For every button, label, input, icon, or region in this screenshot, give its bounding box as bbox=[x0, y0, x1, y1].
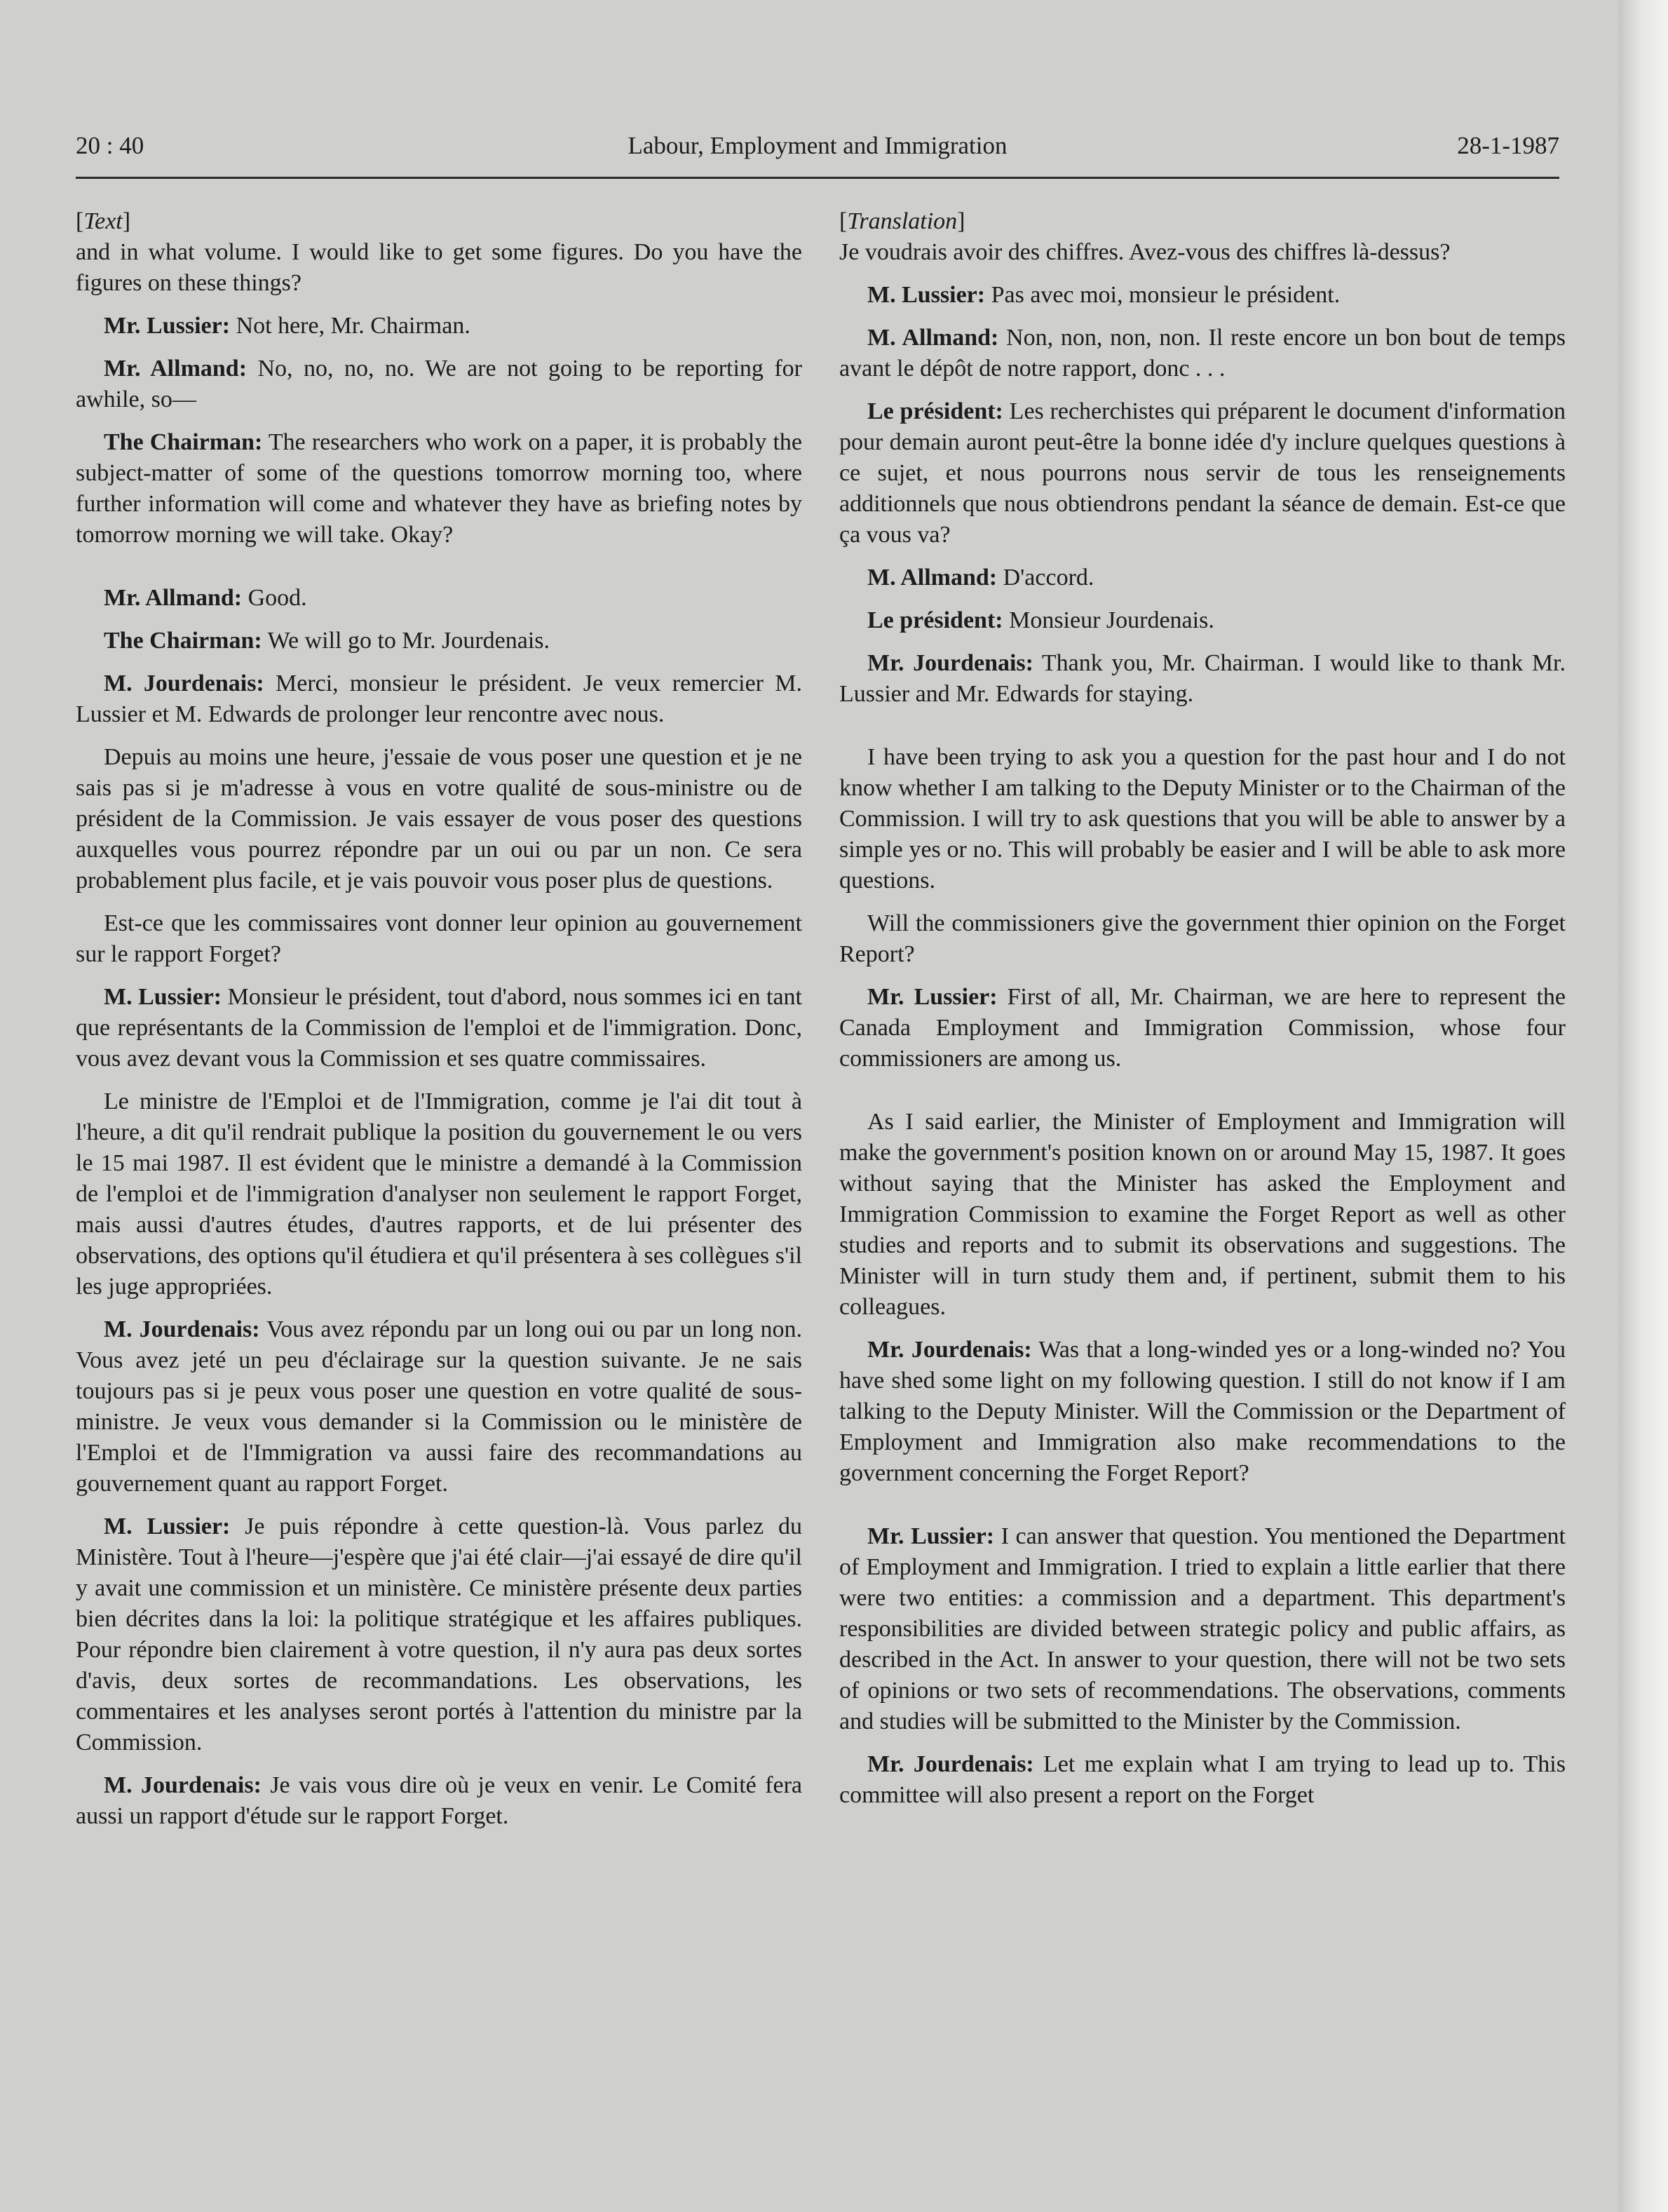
paragraph: M. Lussier: Je puis répondre à cette question-là. Vous parlez du Ministère. Tout à l'heure—j'espère que j'ai été clair—j'ai essayé de dire qu'il y avait une commission et un ministère. Ce ministère présente deux parties bien décrites dans la loi: la politique stratégique et les affaires publiques. Pour répondre bien clairement à votre question, il n'y aura pas deux sortes d'avis, deux sortes de recommandations. Les observations, les commentaires et les analyses seront portés à l'attention du ministre par la Commission. bbox=[76, 1513, 802, 1755]
paragraph: and in what volume. I would like to get some figures. Do you have the figures on these things? bbox=[76, 239, 802, 296]
paragraph: M. Allmand: D'accord. bbox=[867, 565, 1094, 591]
speaker-name: Mr. Jourdenais: bbox=[867, 1751, 1034, 1777]
speaker-name: M. Allmand: bbox=[867, 565, 998, 591]
paragraph: Mr. Jourdenais: Was that a long-winded yes or a long-winded no? You have shed some light on my following question. I still do not know if I am talking to the Deputy Minister. Will the Commission or the Department of Employment and Immigration also make recommendations to the government concerning the Forget Report? bbox=[839, 1337, 1566, 1486]
speaker-name: M. Jourdenais: bbox=[104, 1316, 260, 1342]
paragraph: Mr. Jourdenais: Thank you, Mr. Chairman. I would like to thank Mr. Lussier and Mr. Edwards for staying. bbox=[839, 650, 1566, 707]
speaker-name: Mr. Allmand: bbox=[104, 356, 248, 382]
right-column-translation bbox=[839, 206, 1566, 1823]
paragraph: Mr. Lussier: Not here, Mr. Chairman. bbox=[104, 313, 470, 339]
speaker-name: M. Lussier: bbox=[104, 984, 222, 1010]
speaker-name: The Chairman: bbox=[104, 628, 262, 654]
paragraph: M. Jourdenais: Je vais vous dire où je veux en venir. Le Comité fera aussi un rapport d'étude sur le rapport Forget. bbox=[76, 1772, 803, 1829]
paragraph: M. Lussier: Pas avec moi, monsieur le président. bbox=[867, 282, 1341, 308]
paragraph: Le président: Les recherchistes qui préparent le document d'information pour demain auront peut-être la bonne idée d'y inclure quelques questions à ce sujet, et nous pourrons nous servir de tous les renseignements additionnels que nous obtiendrons pendant la séance de demain. Est-ce que ça vous va? bbox=[839, 398, 1566, 548]
speaker-name: Mr. Jourdenais: bbox=[867, 1337, 1032, 1363]
paragraph: Mr. Jourdenais: Let me explain what I am trying to lead up to. This committee will also present a report on the Forget bbox=[839, 1751, 1566, 1808]
left-column-text bbox=[76, 206, 802, 1844]
speaker-name: Mr. Lussier: bbox=[867, 984, 998, 1010]
speaker-name: Mr. Lussier: bbox=[867, 1523, 995, 1549]
translation-marker: [Translation] bbox=[839, 208, 965, 234]
page-number: 20 : 40 bbox=[76, 132, 144, 159]
paragraph: M. Jourdenais: Merci, monsieur le président. Je veux remercier M. Lussier et M. Edwards de prolonger leur rencontre avec nous. bbox=[76, 670, 802, 727]
speaker-name: Mr. Lussier: bbox=[104, 313, 231, 339]
speaker-name: M. Lussier: bbox=[104, 1513, 231, 1539]
paragraph: Mr. Lussier: I can answer that question. You mentioned the Department of Employment and Immigration. I tried to explain a little earlier that there were two entities: a commission and a department. This department's responsibilities are divided between strategic policy and public affairs, as described in the Act. In answer to your question, there will not be two sets of opinions or two sets of recommendations. The observations, comments and studies will be submitted to the Minister by the Commission. bbox=[839, 1523, 1566, 1734]
paragraph: The Chairman: The researchers who work on a paper, it is probably the subject-matter of some of the questions tomorrow morning too, where further information will come and whatever they have as briefing notes by tomorrow morning we will take. Okay? bbox=[76, 429, 802, 548]
page-edge-shadow bbox=[1619, 0, 1668, 2212]
speaker-name: M. Jourdenais: bbox=[104, 1772, 262, 1798]
paragraph: As I said earlier, the Minister of Employment and Immigration will make the government's position known on or around May 15, 1987. It goes without saying that the Minister has asked the Employment and Immigration Commission to examine the Forget Report as well as other studies and reports and to submit its observations and suggestions. The Minister will in turn study them and, if pertinent, submit them to his colleagues. bbox=[839, 1109, 1566, 1320]
speaker-name: M. Lussier: bbox=[867, 282, 986, 308]
speaker-name: Le président: bbox=[867, 607, 1003, 633]
paragraph: Depuis au moins une heure, j'essaie de vous poser une question et je ne sais pas si je m'adresse à vous en votre qualité de sous-ministre ou de président de la Commission. Je vais essayer de vous poser des questions auxquelles vous pourrez répondre par un oui ou par un non. Ce sera probablement plus facile, et je vais pouvoir vous poser plus de questions. bbox=[76, 744, 802, 893]
paragraph: Will the commissioners give the government thier opinion on the Forget Report? bbox=[839, 910, 1566, 967]
running-title: Labour, Employment and Immigration bbox=[628, 132, 1008, 159]
page-header bbox=[76, 128, 1559, 179]
paragraph: Est-ce que les commissaires vont donner leur opinion au gouvernement sur le rapport Forget? bbox=[76, 910, 802, 967]
paragraph: M. Jourdenais: Vous avez répondu par un long oui ou par un long non. Vous avez jeté un peu d'éclairage sur la question suivante. Je ne sais toujours pas si je peux vous poser une question en votre qualité de sous-ministre. Je veux vous demander si la Commission ou le ministère de l'Emploi et de l'Immigration va aussi faire des recommandations au gouvernement quant au rapport Forget. bbox=[76, 1316, 803, 1497]
speaker-name: M. Allmand: bbox=[867, 325, 999, 351]
paragraph: M. Lussier: Monsieur le président, tout d'abord, nous sommes ici en tant que représentants de la Commission de l'emploi et de l'immigration. Donc, vous avez devant vous la Commission et ses quatre commissaires. bbox=[76, 984, 803, 1072]
paragraph: Je voudrais avoir des chiffres. Avez-vous des chiffres là-dessus? bbox=[839, 239, 1451, 265]
paragraph: Mr. Allmand: No, no, no, no. We are not going to be reporting for awhile, so— bbox=[76, 356, 803, 412]
paragraph: Le président: Monsieur Jourdenais. bbox=[867, 607, 1214, 633]
speaker-name: Mr. Allmand: bbox=[104, 585, 243, 611]
paragraph: M. Allmand: Non, non, non, non. Il reste encore un bon bout de temps avant le dépôt de notre rapport, donc . . . bbox=[839, 325, 1566, 382]
speaker-name: Mr. Jourdenais: bbox=[867, 650, 1033, 676]
paragraph: Mr. Allmand: Good. bbox=[104, 585, 307, 611]
paragraph: I have been trying to ask you a question for the past hour and I do not know whether I am talking to the Deputy Minister or to the Chairman of the Commission. I will try to ask questions that you will be able to answer by a simple yes or no. This will probably be easier and I will be able to ask more questions. bbox=[839, 744, 1566, 893]
page-date: 28-1-1987 bbox=[1457, 132, 1559, 159]
paragraph: The Chairman: We will go to Mr. Jourdenais. bbox=[104, 628, 550, 654]
text-marker: [Text] bbox=[76, 208, 131, 234]
speaker-name: The Chairman: bbox=[104, 429, 263, 455]
speaker-name: M. Jourdenais: bbox=[104, 670, 264, 696]
paragraph: Mr. Lussier: First of all, Mr. Chairman, we are here to represent the Canada Employment and Immigration Commission, whose four commissioners are among us. bbox=[839, 984, 1566, 1072]
paragraph: Le ministre de l'Emploi et de l'Immigration, comme je l'ai dit tout à l'heure, a dit qu'il rendrait publique la position du gouvernement le ou vers le 15 mai 1987. Il est évident que le ministre a demandé à la Commission de l'emploi et de l'immigration d'analyser non seulement le rapport Forget, mais aussi d'autres études, d'autres rapports, et de lui présenter des observations, des options qu'il étudiera et qu'il présentera à ses collègues s'il les juge appropriées. bbox=[76, 1088, 802, 1300]
speaker-name: Le président: bbox=[867, 398, 1003, 424]
